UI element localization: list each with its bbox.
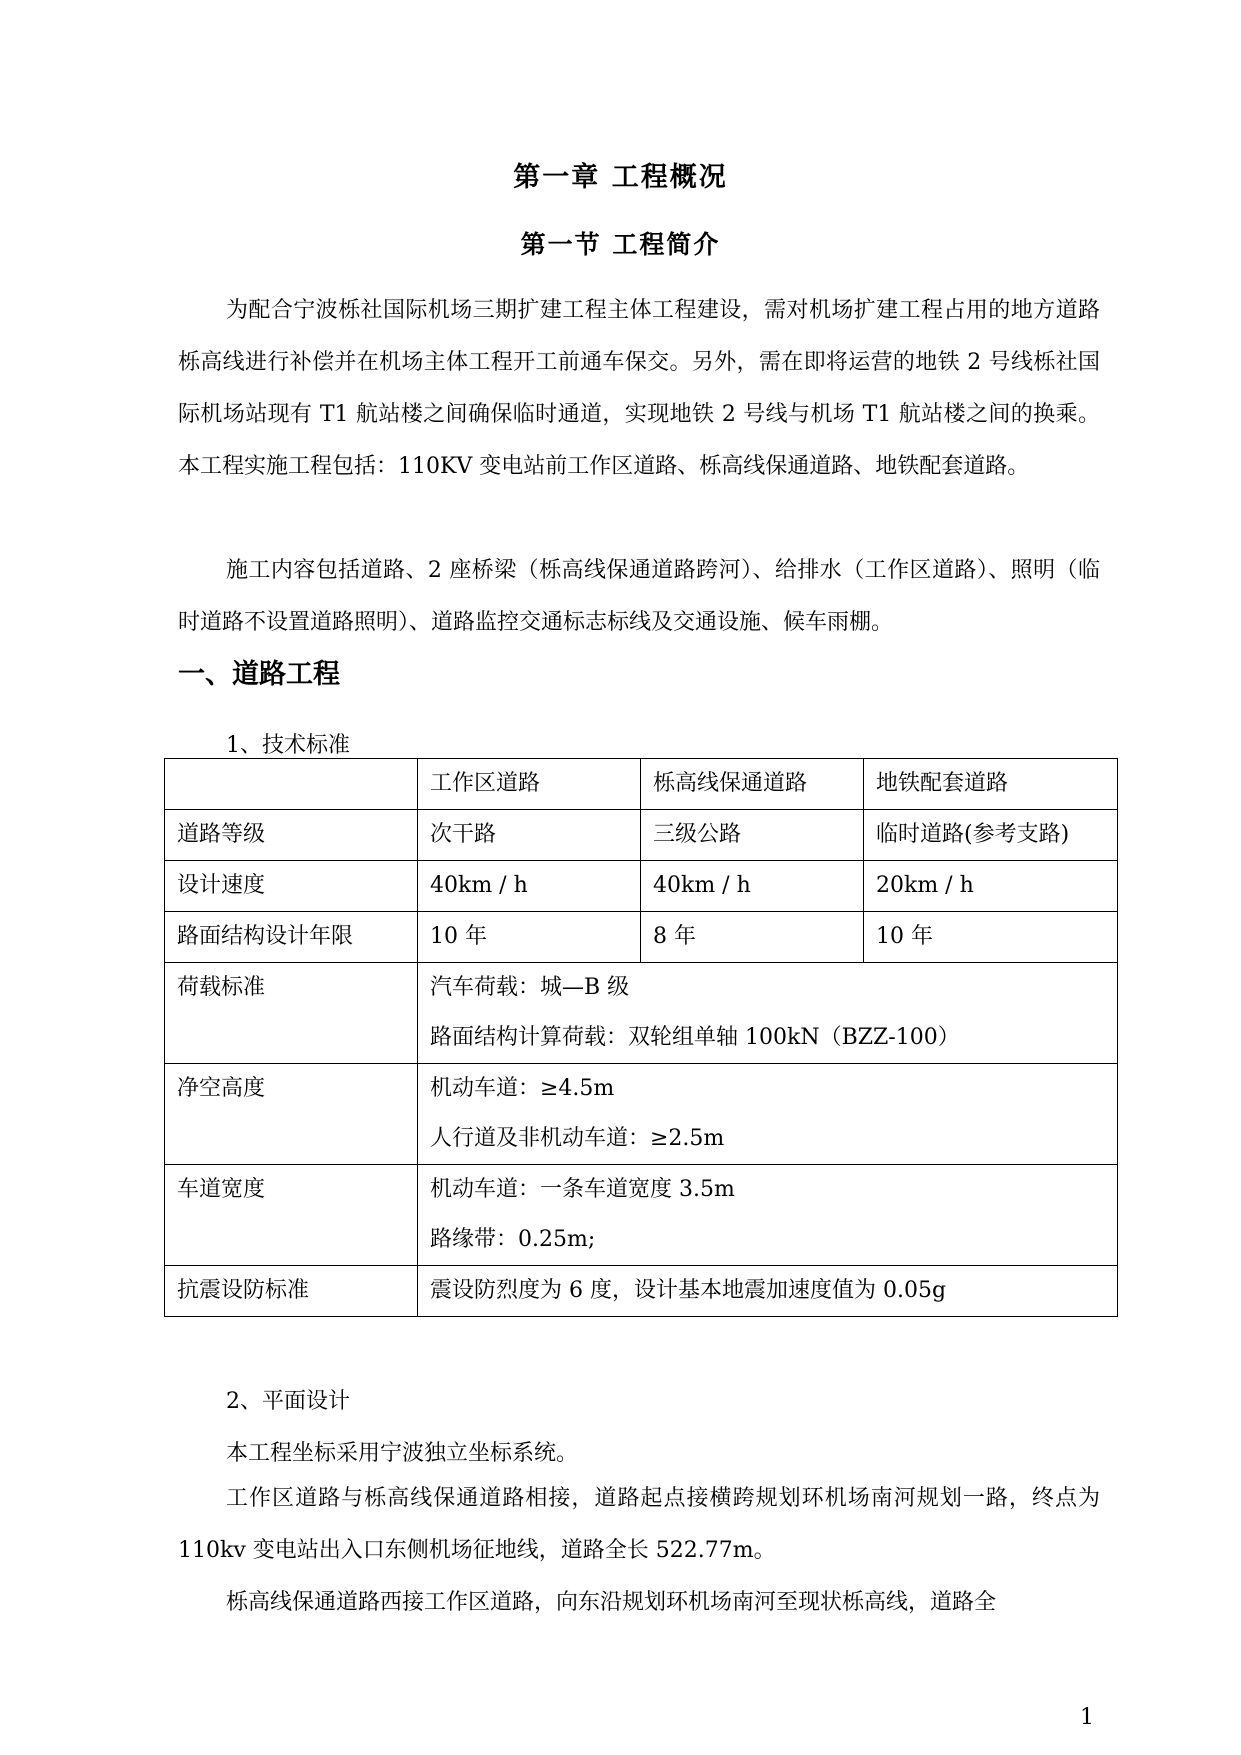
heading-road-works: 一、道路工程 bbox=[178, 659, 340, 690]
table-cell: 次干路 bbox=[418, 810, 641, 861]
table-row-label: 车道宽度 bbox=[165, 1165, 418, 1266]
table-cell: 10 年 bbox=[864, 912, 1118, 963]
table-cell: 临时道路(参考支路) bbox=[864, 810, 1118, 861]
table-row bbox=[165, 810, 1118, 861]
table-header-row bbox=[165, 759, 1118, 810]
table-cell-line: 机动车道：一条车道宽度 3.5m bbox=[430, 1177, 735, 1202]
table-row-label: 道路等级 bbox=[165, 810, 418, 861]
section-title: 第一节 工程简介 bbox=[520, 230, 721, 259]
table-cell: 10 年 bbox=[418, 912, 641, 963]
table-row bbox=[165, 1064, 1118, 1165]
table-merged-cell: 震设防烈度为 6 度，设计基本地震加速度值为 0.05g bbox=[418, 1266, 1118, 1317]
table-merged-cell bbox=[418, 1064, 1118, 1165]
workzone-road-paragraph: 工作区道路与栎高线保通道路相接，道路起点接横跨规划环机场南河规划一路，终点为 110kv 变电站出入口东侧机场征地线，道路全长 522.77m。 bbox=[178, 1486, 1100, 1563]
page-number: 1 bbox=[1080, 1705, 1094, 1730]
table-cell-line: 路缘带：0.25m; bbox=[430, 1227, 596, 1252]
table-row bbox=[165, 861, 1118, 912]
table-cell: 20km / h bbox=[864, 861, 1118, 912]
chapter-title: 第一章 工程概况 bbox=[513, 162, 728, 193]
table-cell-line: 机动车道：≥4.5m bbox=[430, 1076, 615, 1101]
subheading-technical-standards: 1、技术标准 bbox=[226, 733, 350, 758]
table-cell: 40km / h bbox=[418, 861, 641, 912]
table-merged-cell bbox=[418, 1165, 1118, 1266]
table-row-label: 荷载标准 bbox=[165, 963, 418, 1064]
scope-paragraph: 施工内容包括道路、2 座桥梁（栎高线保通道路跨河）、给排水（工作区道路）、照明（临时道路不设置道路照明）、道路监控交通标志标线及交通设施、候车雨棚。 bbox=[178, 558, 1100, 635]
table-row bbox=[165, 912, 1118, 963]
table-cell-line: 人行道及非机动车道：≥2.5m bbox=[430, 1126, 725, 1151]
table-cell-line: 路面结构计算荷载：双轮组单轴 100kN（BZZ-100） bbox=[430, 1025, 960, 1050]
table-row bbox=[165, 1165, 1118, 1266]
table-cell: 40km / h bbox=[641, 861, 864, 912]
coordinate-system-text: 本工程坐标采用宁波独立坐标系统。 bbox=[226, 1441, 579, 1466]
table-header-cell: 工作区道路 bbox=[418, 759, 641, 810]
table-merged-cell bbox=[418, 963, 1118, 1064]
table-row bbox=[165, 963, 1118, 1064]
table-row-label: 抗震设防标准 bbox=[165, 1266, 418, 1317]
intro-paragraph: 为配合宁波栎社国际机场三期扩建工程主体工程建设，需对机场扩建工程占用的地方道路栎高线进行补偿并在机场主体工程开工前通车保交。另外，需在即将运营的地铁 2 号线栎社国际机场站现有 T1 航站楼之间确保临时通道，实现地铁 2 号线与机场 T1 航站楼之间的换乘。本工程实施工程包括：110KV 变电站前工作区道路、栎高线保通道路、地铁配套道路。 bbox=[178, 298, 1100, 479]
baotong-road-paragraph: 栎高线保通道路西接工作区道路，向东沿规划环机场南河至现状栎高线，道路全 bbox=[226, 1590, 997, 1615]
table-row-label: 净空高度 bbox=[165, 1064, 418, 1165]
technical-standards-table bbox=[164, 758, 1118, 1317]
table-header-cell: 地铁配套道路 bbox=[864, 759, 1118, 810]
table-cell-line: 汽车荷载：城—B 级 bbox=[430, 975, 630, 1000]
subheading-plan-design: 2、平面设计 bbox=[226, 1389, 350, 1414]
table-row-label: 路面结构设计年限 bbox=[165, 912, 418, 963]
table-cell: 8 年 bbox=[641, 912, 864, 963]
table-row bbox=[165, 1266, 1118, 1317]
table-cell bbox=[165, 759, 418, 810]
table-cell: 三级公路 bbox=[641, 810, 864, 861]
table-row-label: 设计速度 bbox=[165, 861, 418, 912]
table-header-cell: 栎高线保通道路 bbox=[641, 759, 864, 810]
